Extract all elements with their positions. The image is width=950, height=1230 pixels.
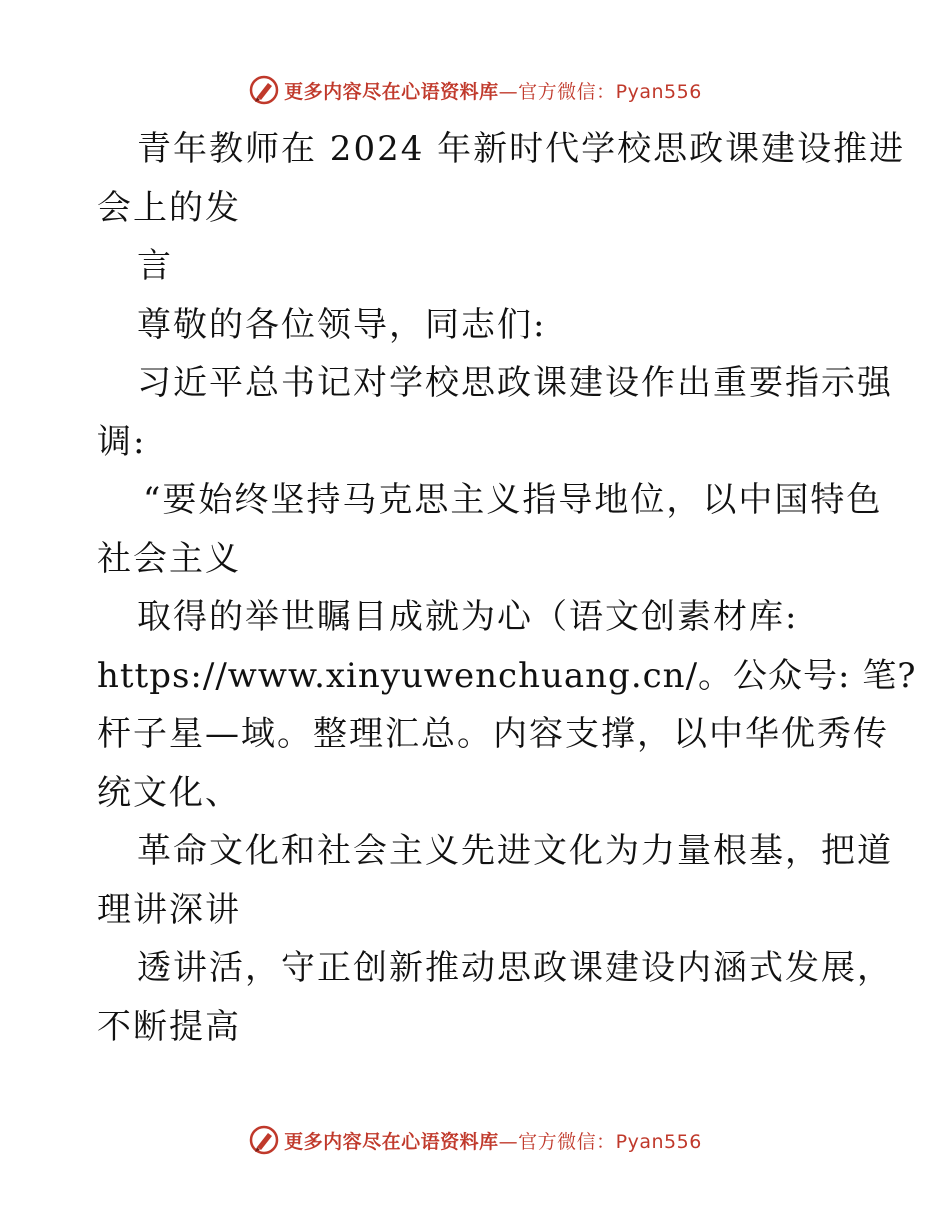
title-line-3: 言 <box>137 246 173 286</box>
paragraph-line: 革命文化和社会主义先进文化为力量根基，把道 <box>137 831 893 871</box>
paragraph-line: 统文化、 <box>97 772 241 813</box>
title-line-2: 会上的发 <box>97 187 241 228</box>
footer-banner <box>0 1124 950 1156</box>
paragraph-line: 透讲活，守正创新推动思政课建设内涵式发展， <box>137 948 893 988</box>
document-body <box>97 120 917 1056</box>
banner-text-wechat: —官方微信：Pyan556 <box>498 1130 702 1153</box>
paragraph-line: 取得的举世瞩目成就为心（语文创素材库: <box>137 597 799 637</box>
banner-text-wechat: —官方微信：Pyan556 <box>498 80 702 103</box>
pen-logo-icon <box>248 1124 280 1156</box>
paragraph-line: 社会主义 <box>97 538 241 579</box>
pen-logo-icon <box>248 74 280 106</box>
title-line-1: 青年教师在 2024 年新时代学校思政课建设推进 <box>137 129 906 169</box>
paragraph-line: 杆子星—域。整理汇总。内容支撑，以中华优秀传 <box>97 714 889 754</box>
paragraph-line: 调: <box>97 421 147 462</box>
paragraph-line: 理讲深讲 <box>97 889 241 930</box>
banner-text-main: 更多内容尽在心语资料库 <box>284 80 499 103</box>
banner-text-main: 更多内容尽在心语资料库 <box>284 1130 499 1153</box>
header-banner <box>0 74 950 106</box>
salutation: 尊敬的各位领导，同志们: <box>137 304 547 345</box>
paragraph-line: 不断提高 <box>97 1006 241 1047</box>
url-line: https://www.xinyuwenchuang.cn/。公众号: 笔? <box>97 655 917 696</box>
quote-line: “要始终坚持马克思主义指导地位，以中国特色 <box>143 480 883 520</box>
paragraph-line: 习近平总书记对学校思政课建设作出重要指示强 <box>137 363 893 403</box>
